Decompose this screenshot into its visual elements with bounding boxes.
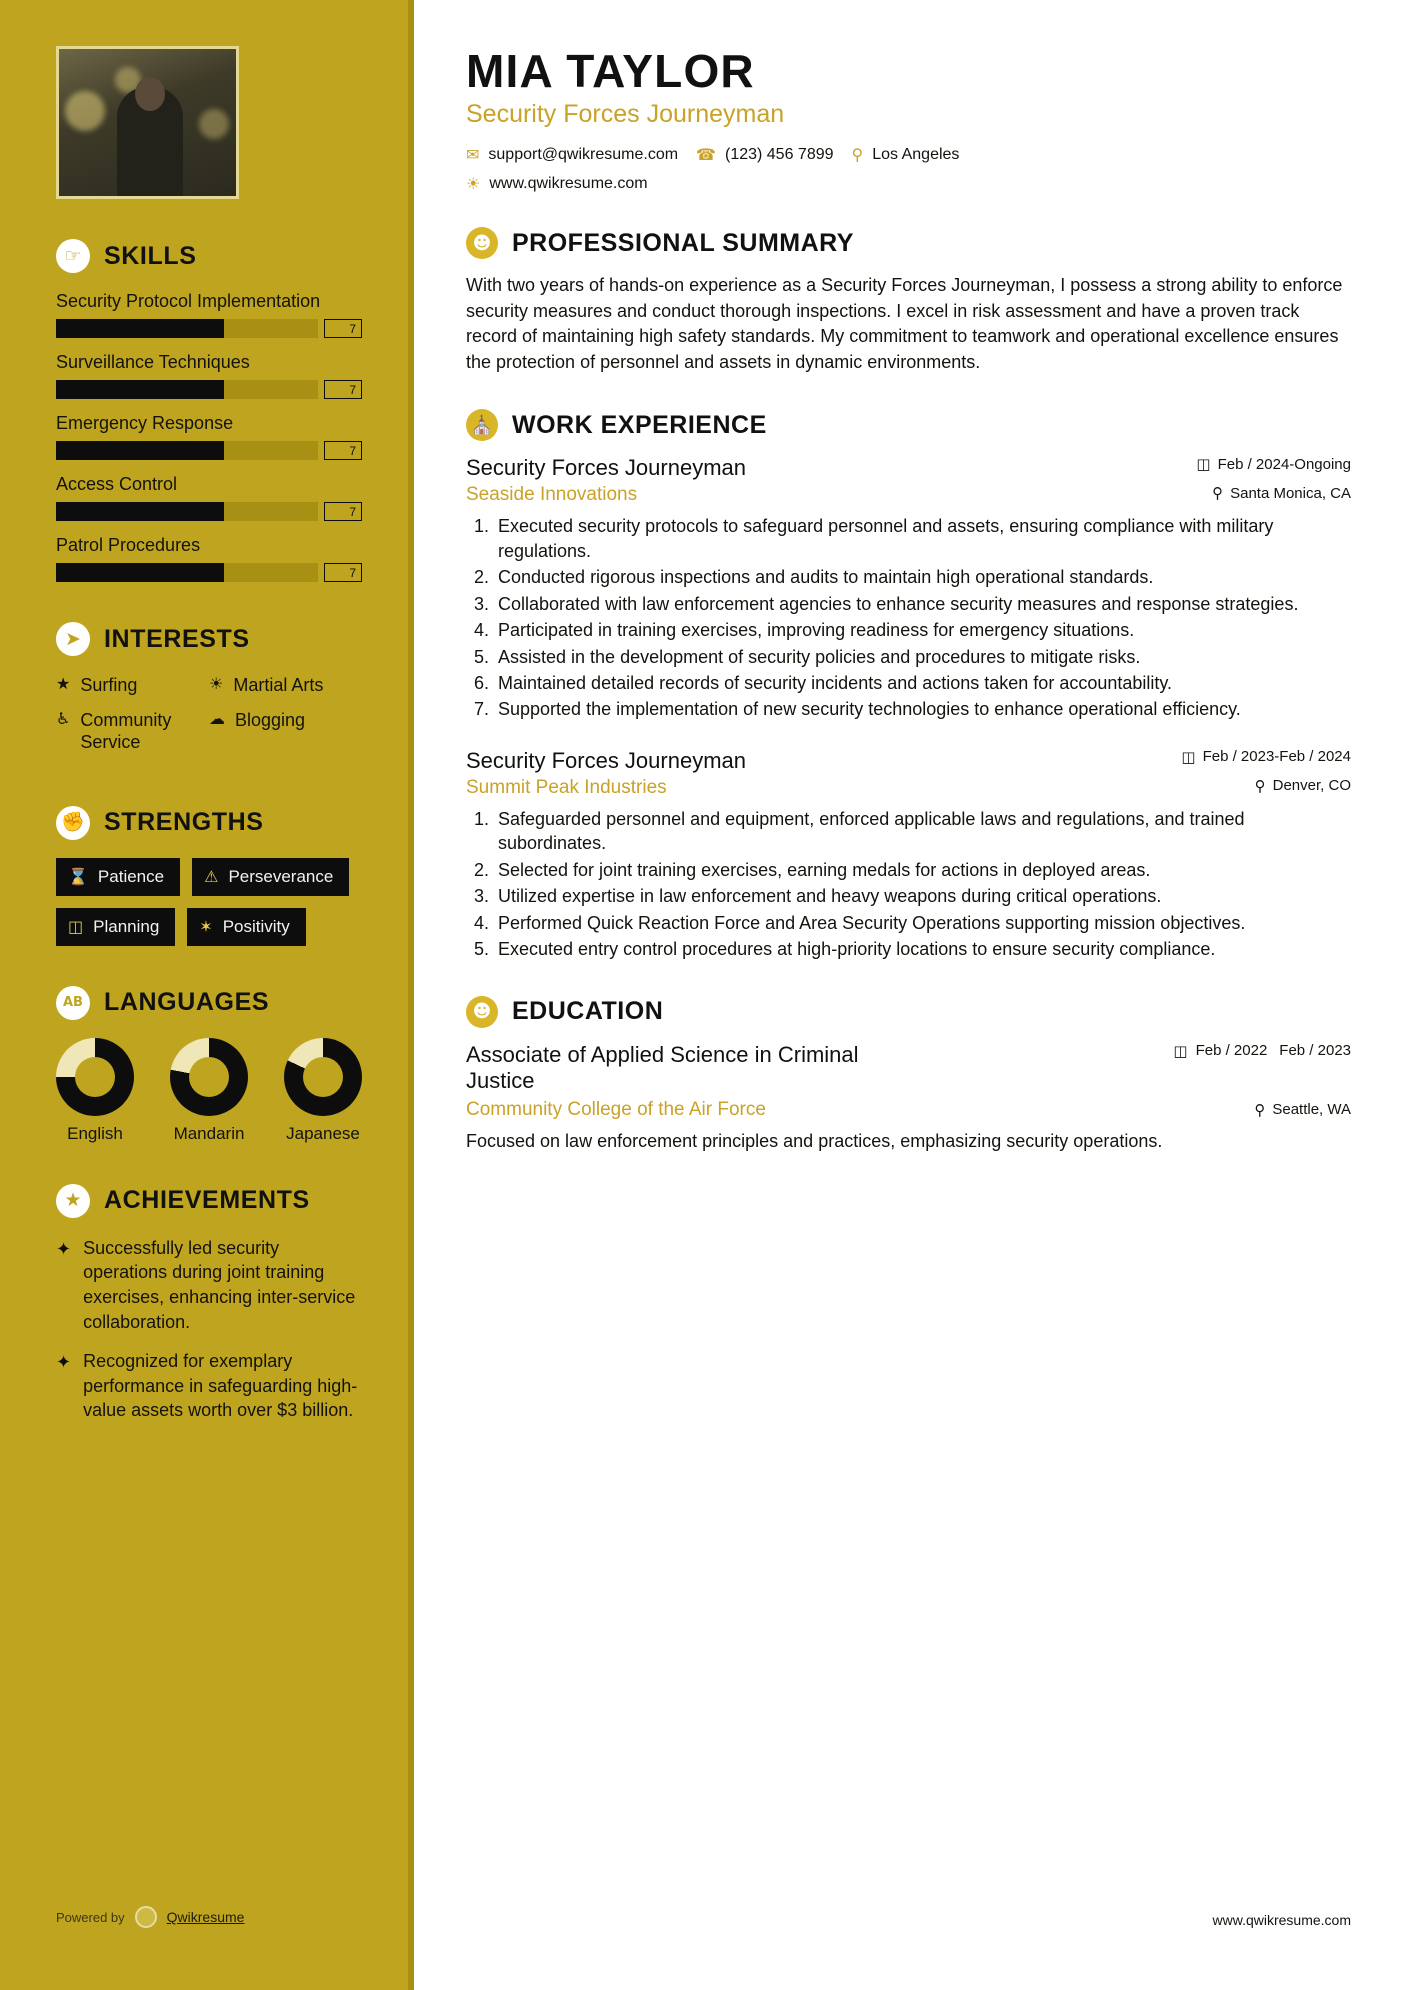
experience-entry-sub [466, 777, 1351, 799]
language-label: Japanese [286, 1123, 360, 1143]
achievements-title: ACHIEVEMENTS [104, 1186, 310, 1214]
job-date-text: Feb / 2024-Ongoing [1217, 455, 1351, 473]
job-location-text: Santa Monica, CA [1230, 484, 1351, 502]
calendar-icon: ◫ [68, 917, 84, 936]
education-section-header [466, 996, 1351, 1028]
skill-value: 7 [324, 380, 362, 399]
list-item [56, 1349, 362, 1423]
skills-section-header [56, 239, 362, 273]
photo-bokeh [65, 91, 105, 131]
avatar [56, 46, 239, 199]
strength-label: Positivity [222, 916, 290, 936]
strength-chip [192, 858, 349, 896]
list-item: 2. Conducted rigorous inspections and audits to maintain high operational standards. [494, 565, 1351, 589]
language-label: Mandarin [173, 1123, 245, 1143]
strengths-title: STRENGTHS [104, 808, 264, 836]
education-location [1254, 1101, 1351, 1119]
qwikresume-logo-icon [135, 1906, 157, 1928]
paper-plane-icon: ➤ [56, 622, 90, 656]
education-date-start: Feb / 2022 [1195, 1041, 1268, 1059]
skills-list [56, 291, 362, 582]
education-entry-top [466, 1042, 1351, 1095]
skill-value: 7 [324, 319, 362, 338]
job-title: Security Forces Journeyman [466, 747, 746, 773]
interest-label: Blogging [235, 709, 306, 730]
education-date-end: Feb / 2023 [1279, 1041, 1351, 1059]
skill-label: Access Control [56, 474, 178, 494]
sun-icon: ✶ [199, 917, 213, 936]
list-item: 6. Maintained detailed records of security incidents and actions taken for accountability. [494, 671, 1351, 695]
languages-title: LANGUAGES [104, 988, 270, 1016]
graduation-cap-icon: ☻ [466, 996, 498, 1028]
list-item: 3. Utilized expertise in law enforcement and heavy weapons during critical operations. [494, 884, 1351, 908]
star-badge-icon: ★ [56, 1184, 90, 1218]
skill-bar [56, 319, 318, 338]
skill-bar [56, 563, 318, 582]
achievement-text: Successfully led security operations during joint training exercises, enhancing inter-service collaboration. [83, 1237, 356, 1332]
strength-label: Planning [93, 916, 160, 936]
calendar-icon: ◫ [1196, 455, 1211, 474]
skills-title: SKILLS [104, 241, 197, 270]
powered-by-label: Powered by [56, 1909, 125, 1925]
job-company: Seaside Innovations [466, 484, 638, 506]
location-pin-icon: ⚲ [851, 145, 864, 164]
skill-label: Emergency Response [56, 413, 234, 433]
strength-chip [56, 858, 180, 896]
ab-translate-icon: AB [56, 986, 90, 1020]
qwikresume-link[interactable]: Qwikresume [166, 1909, 245, 1925]
phone-icon: ☎ [696, 145, 716, 164]
summary-text: With two years of hands-on experience as a Security Forces Journeyman, I possess a strong ability to enforce security measures and conduct thorough inspections. I excel in risk assessment and have a proven track record of maintaining high safety standards. My commitment to teamwork and operational excellence ensures the protection of personnel and assets in dynamic environments. [466, 275, 1343, 372]
language-item [170, 1038, 248, 1144]
language-item [56, 1038, 134, 1144]
powered-by [56, 1906, 244, 1928]
summary-section-header [466, 227, 1351, 259]
job-location-text: Denver, CO [1272, 777, 1351, 795]
interest-label: Martial Arts [233, 675, 324, 695]
job-role-subtitle: Security Forces Journeyman [466, 100, 785, 128]
education-description: Focused on law enforcement principles and practices, emphasizing security operations. [466, 1130, 1163, 1151]
skill-label: Security Protocol Implementation [56, 291, 321, 311]
achievement-text: Recognized for exemplary performance in safeguarding high-value assets worth over $3 billion. [83, 1350, 358, 1421]
contact-website[interactable] [466, 174, 648, 193]
list-item: 5. Executed entry control procedures at high-priority locations to ensure security compliance. [494, 937, 1351, 961]
shield-icon: ♿ [56, 708, 71, 728]
summary-title: PROFESSIONAL SUMMARY [512, 228, 854, 257]
list-item: 4. Performed Quick Reaction Force and Area Security Operations supporting mission objectives. [494, 911, 1351, 935]
achievements-section-header [56, 1184, 362, 1218]
job-duties-list [466, 807, 1351, 962]
strengths-list [56, 858, 362, 946]
sidebar [0, 0, 414, 1990]
job-date [1181, 748, 1351, 766]
skill-value: 7 [324, 441, 362, 460]
photo-subject-head [135, 77, 165, 111]
medal-star-icon: ✦ [56, 1351, 72, 1373]
interest-label: Community Service [80, 709, 172, 752]
skill-label: Surveillance Techniques [56, 352, 250, 372]
experience-entry-sub [466, 484, 1351, 506]
warning-icon: ⚠ [204, 867, 219, 886]
people-icon: ☁ [209, 708, 225, 728]
experience-title: WORK EXPERIENCE [512, 410, 767, 439]
education-title: EDUCATION [512, 997, 664, 1026]
photo-bokeh [199, 109, 229, 139]
hourglass-icon: ⌛ [68, 867, 88, 886]
language-item [284, 1038, 362, 1144]
skill-row [56, 441, 362, 460]
skill-value: 7 [324, 563, 362, 582]
languages-section-header [56, 986, 362, 1020]
footer-website: www.qwikresume.com [1212, 1912, 1351, 1928]
list-item: 3. Collaborated with law enforcement agencies to enhance security measures and response strategies. [494, 592, 1351, 616]
languages-list [56, 1038, 362, 1144]
language-donut [284, 1038, 362, 1116]
lightbulb-icon: ☞ [56, 239, 90, 273]
interests-section-header [56, 622, 362, 656]
experience-section-header [466, 409, 1351, 441]
contact-row-secondary [466, 174, 1351, 193]
job-location [1255, 777, 1351, 795]
location-pin-icon: ⚲ [1212, 484, 1224, 503]
envelope-icon: ✉ [466, 145, 480, 164]
globe-icon: ☀ [466, 174, 481, 193]
main-content [414, 0, 1407, 1990]
list-item [209, 709, 362, 754]
location-pin-icon: ⚲ [1254, 1100, 1266, 1119]
skill-row [56, 563, 362, 582]
list-item: 7. Supported the implementation of new security technologies to enhance operational efficiency. [494, 697, 1351, 721]
list-item: 5. Assisted in the development of security policies and procedures to mitigate risks. [494, 645, 1351, 669]
skill-row [56, 502, 362, 521]
language-donut [56, 1038, 134, 1116]
strength-label: Patience [97, 866, 165, 886]
education-location-text: Seattle, WA [1272, 1101, 1351, 1119]
job-date [1196, 455, 1351, 473]
job-date-text: Feb / 2023-Feb / 2024 [1202, 748, 1351, 766]
experience-entry [466, 748, 1351, 962]
contact-row [466, 145, 1351, 164]
skill-bar [56, 502, 318, 521]
briefcase-icon: ⛪ [466, 409, 498, 441]
list-item [56, 709, 209, 754]
degree-title: Associate of Applied Science in Criminal Justice [466, 1041, 859, 1094]
list-item [56, 674, 209, 697]
contact-phone[interactable] [696, 145, 833, 164]
skill-row [56, 380, 362, 399]
user-icon: ☻ [466, 227, 498, 259]
skill-bar [56, 380, 318, 399]
list-item: 2. Selected for joint training exercises, earning medals for actions in deployed areas. [494, 858, 1351, 882]
medal-star-icon: ✦ [56, 1238, 72, 1260]
skill-label: Patrol Procedures [56, 535, 201, 555]
interests-title: INTERESTS [104, 624, 250, 653]
education-date [1173, 1042, 1351, 1060]
experience-entry [466, 455, 1351, 722]
strength-chip [56, 908, 175, 946]
contact-location-text: Los Angeles [872, 145, 960, 163]
interests-list [56, 674, 362, 766]
contact-email[interactable] [466, 145, 678, 164]
experience-entry-top [466, 455, 1351, 481]
education-entry [466, 1042, 1351, 1154]
calendar-icon: ◫ [1173, 1041, 1188, 1060]
job-company: Summit Peak Industries [466, 776, 667, 798]
contact-location [852, 145, 960, 164]
list-item [56, 1236, 362, 1335]
calendar-icon: ◫ [1181, 747, 1196, 766]
strengths-section-header [56, 806, 362, 840]
experience-entry-top [466, 748, 1351, 774]
job-location [1212, 484, 1351, 502]
strength-chip [187, 908, 305, 946]
contact-phone-text: (123) 456 7899 [724, 145, 834, 163]
contact-email-text: support@qwikresume.com [488, 145, 679, 163]
education-entry-sub [466, 1099, 1351, 1121]
skill-row [56, 319, 362, 338]
fist-icon: ✊ [56, 806, 90, 840]
strength-label: Perseverance [228, 866, 334, 886]
page-title: MIA TAYLOR [466, 45, 755, 97]
list-item [209, 674, 362, 697]
globe-icon: ☀ [209, 674, 224, 693]
language-label: English [67, 1123, 123, 1143]
interest-label: Surfing [80, 675, 138, 695]
job-duties-list [466, 514, 1351, 722]
star-icon: ★ [56, 674, 71, 693]
language-donut [170, 1038, 248, 1116]
job-title: Security Forces Journeyman [466, 455, 746, 481]
list-item: 1. Safeguarded personnel and equipment, enforced applicable laws and regulations, and trained subordinates. [494, 807, 1351, 856]
location-pin-icon: ⚲ [1254, 776, 1266, 795]
achievements-list [56, 1236, 362, 1424]
school-name: Community College of the Air Force [466, 1098, 766, 1120]
list-item: 1. Executed security protocols to safeguard personnel and assets, ensuring compliance with military regulations. [494, 514, 1351, 563]
skill-value: 7 [324, 502, 362, 521]
list-item: 4. Participated in training exercises, improving readiness for emergency situations. [494, 618, 1351, 642]
skill-bar [56, 441, 318, 460]
contact-website-text: www.qwikresume.com [489, 174, 648, 192]
